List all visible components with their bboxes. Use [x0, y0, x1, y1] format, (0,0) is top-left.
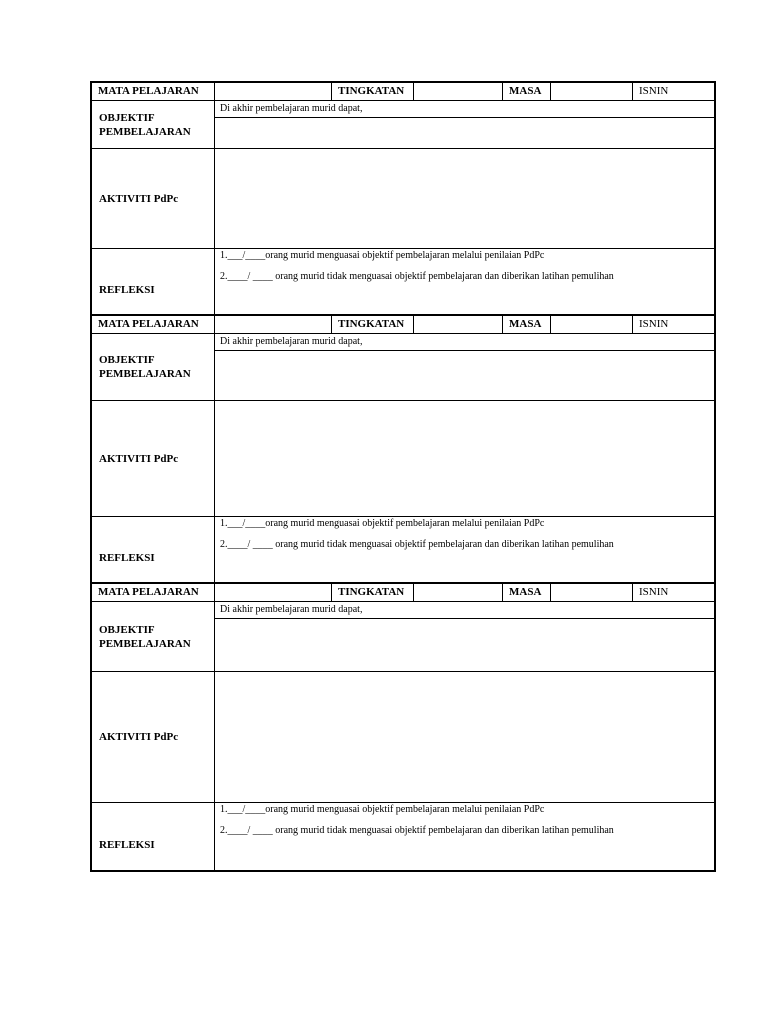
objective-intro: Di akhir pembelajaran murid dapat,	[215, 602, 714, 619]
reflection-field[interactable]	[214, 517, 714, 582]
objective-row	[92, 333, 714, 400]
activity-field[interactable]	[214, 149, 714, 248]
subject-label: MATA PELAJARAN	[98, 318, 199, 330]
reflection-row	[92, 248, 714, 314]
day-label: ISNIN	[632, 83, 714, 100]
day-label: ISNIN	[632, 584, 714, 601]
level-field[interactable]	[413, 83, 502, 100]
reflection-line-2: 2.____/ ____ orang murid tidak menguasai objektif pembelajaran dan diberikan latihan pemulihan	[220, 539, 614, 550]
reflection-field[interactable]	[214, 249, 714, 314]
objective-row	[92, 100, 714, 148]
activity-label: AKTIVITI PdPc	[99, 192, 179, 205]
activity-field[interactable]	[214, 401, 714, 516]
lesson-block-3	[90, 584, 716, 872]
activity-label: AKTIVITI PdPc	[99, 731, 179, 743]
reflection-label: REFLEKSI	[99, 551, 155, 564]
header-row	[92, 584, 714, 601]
lesson-block-2	[90, 316, 716, 584]
day-label: ISNIN	[632, 316, 714, 333]
time-label: MASA	[502, 584, 550, 601]
level-label: TINGKATAN	[331, 83, 413, 100]
objective-label: OBJEKTIF PEMBELAJARAN	[99, 354, 191, 380]
lesson-plan-sheet	[90, 81, 716, 872]
level-label: TINGKATAN	[331, 316, 413, 333]
objective-row	[92, 601, 714, 671]
subject-field[interactable]	[214, 316, 331, 333]
objective-intro: Di akhir pembelajaran murid dapat,	[215, 101, 714, 118]
objective-field[interactable]	[214, 602, 714, 671]
subject-field[interactable]	[214, 83, 331, 100]
subject-label: MATA PELAJARAN	[98, 586, 199, 598]
subject-label: MATA PELAJARAN	[98, 85, 199, 97]
objective-label: OBJEKTIF PEMBELAJARAN	[99, 623, 191, 650]
header-row	[92, 316, 714, 333]
reflection-label: REFLEKSI	[99, 838, 155, 851]
reflection-field[interactable]	[214, 803, 714, 870]
time-field[interactable]	[550, 584, 632, 601]
lesson-block-1	[90, 81, 716, 316]
level-label: TINGKATAN	[331, 584, 413, 601]
time-field[interactable]	[550, 316, 632, 333]
reflection-line-1: 1.___/____orang murid menguasai objektif pembelajaran melalui penilaian PdPc	[220, 250, 545, 261]
header-row	[92, 83, 714, 100]
reflection-label: REFLEKSI	[99, 283, 155, 296]
reflection-line-1: 1.___/____orang murid menguasai objektif pembelajaran melalui penilaian PdPc	[220, 804, 545, 815]
objective-intro: Di akhir pembelajaran murid dapat,	[215, 334, 714, 351]
level-field[interactable]	[413, 316, 502, 333]
reflection-line-1: 1.___/____orang murid menguasai objektif pembelajaran melalui penilaian PdPc	[220, 518, 545, 529]
reflection-row	[92, 516, 714, 582]
activity-row	[92, 400, 714, 516]
objective-field[interactable]	[214, 334, 714, 400]
subject-field[interactable]	[214, 584, 331, 601]
reflection-line-2: 2.____/ ____ orang murid tidak menguasai objektif pembelajaran dan diberikan latihan pemulihan	[220, 271, 614, 282]
activity-label: AKTIVITI PdPc	[99, 452, 179, 465]
activity-row	[92, 671, 714, 802]
objective-label: OBJEKTIF PEMBELAJARAN	[99, 111, 191, 138]
activity-field[interactable]	[214, 672, 714, 802]
objective-field[interactable]	[214, 101, 714, 148]
time-label: MASA	[502, 83, 550, 100]
activity-row	[92, 148, 714, 248]
time-label: MASA	[502, 316, 550, 333]
reflection-line-2: 2.____/ ____ orang murid tidak menguasai objektif pembelajaran dan diberikan latihan pemulihan	[220, 825, 614, 836]
reflection-row	[92, 802, 714, 870]
time-field[interactable]	[550, 83, 632, 100]
level-field[interactable]	[413, 584, 502, 601]
